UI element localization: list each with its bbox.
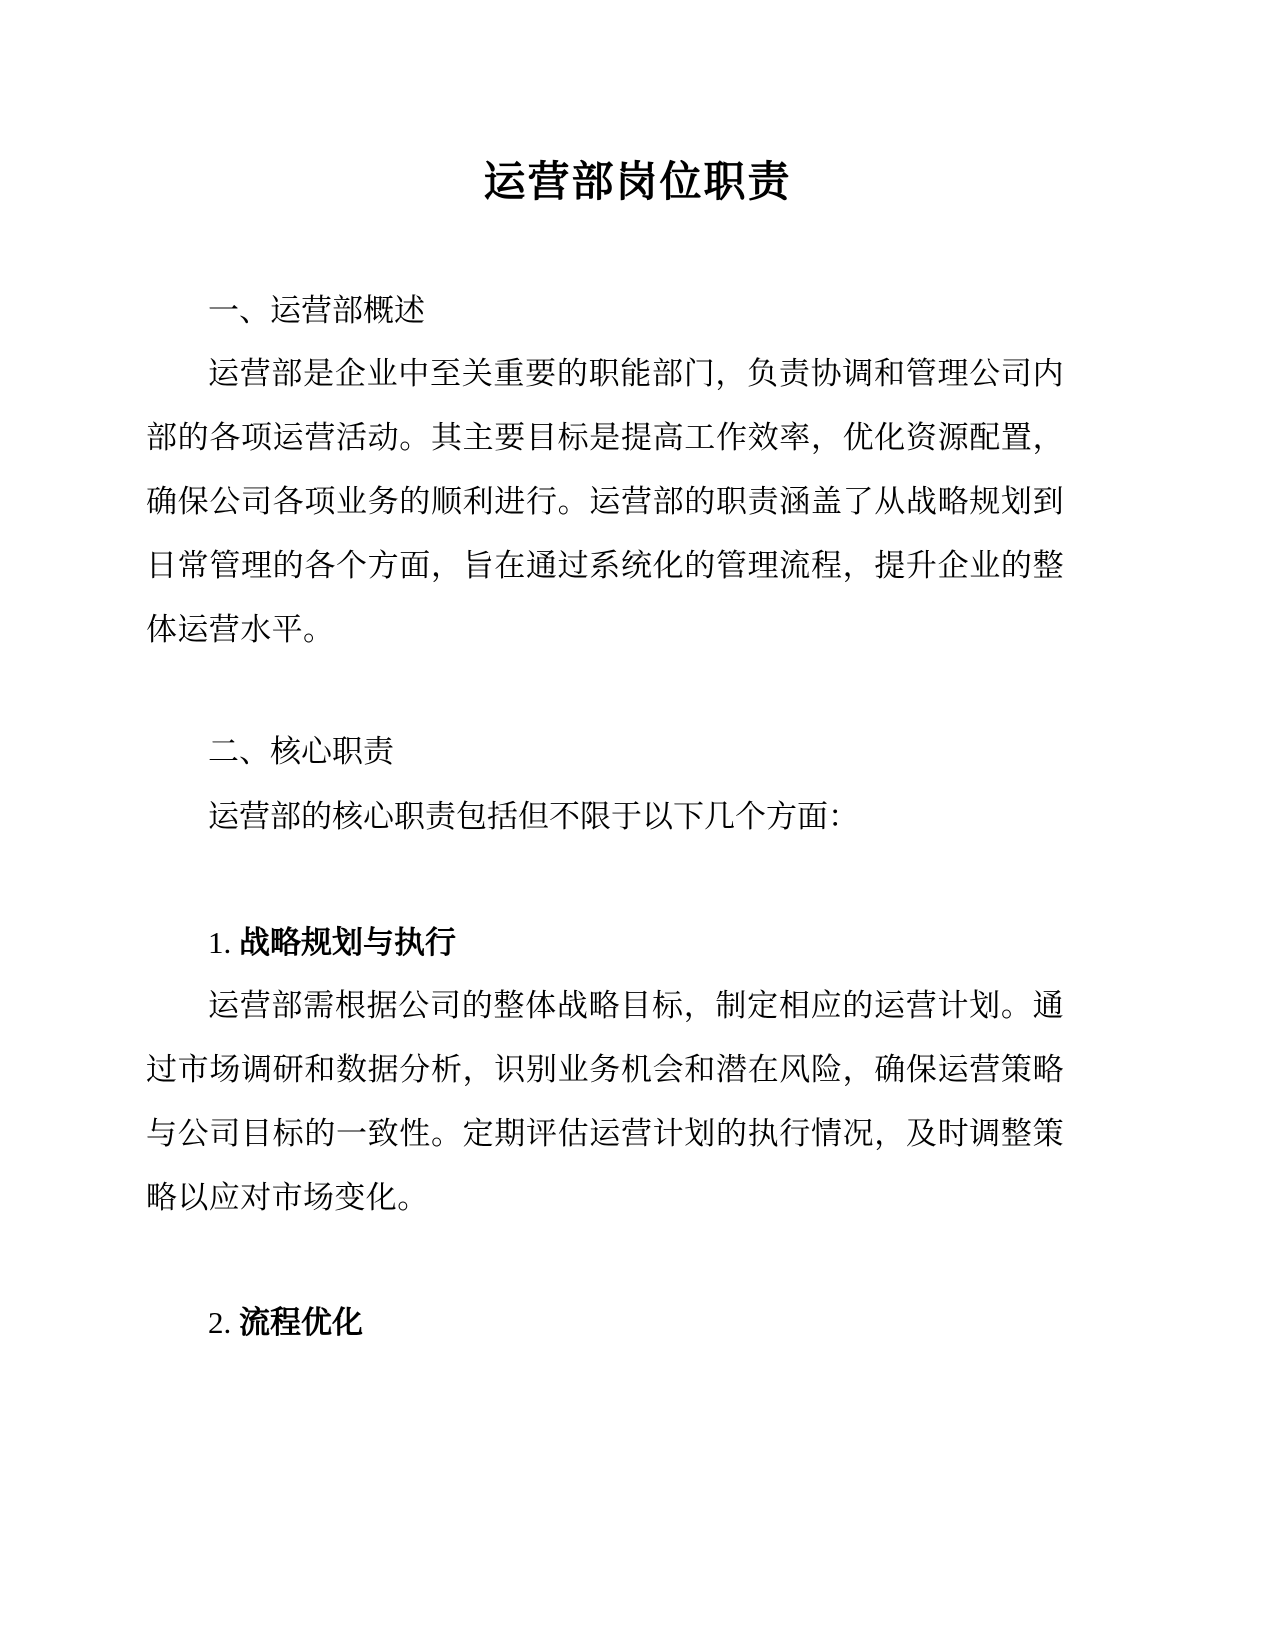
- section-heading-overview: 一、运营部概述: [208, 293, 425, 329]
- duty-heading-strategy: [208, 923, 456, 963]
- overview-paragraph: 运营部是企业中至关重要的职能部门，负责协调和管理公司内部的各项运营活动。其主要目标是提高工作效率，优化资源配置，确保公司各项业务的顺利进行。运营部的职责涵盖了从战略规划到日常管理的各个方面，旨在通过系统化的管理流程，提升企业的整体运营水平。: [146, 356, 1064, 648]
- duty-title: 流程优化: [239, 1305, 363, 1341]
- duty-heading-process: [208, 1303, 363, 1343]
- duty-number: 2.: [208, 1305, 239, 1340]
- document-title: 运营部岗位职责: [483, 157, 792, 206]
- core-duties-intro: 运营部的核心职责包括但不限于以下几个方面：: [208, 799, 859, 835]
- strategy-paragraph: 运营部需根据公司的整体战略目标，制定相应的运营计划。通过市场调研和数据分析，识别业务机会和潜在风险，确保运营策略与公司目标的一致性。定期评估运营计划的执行情况，及时调整策略以应对市场变化。: [146, 988, 1064, 1216]
- section-heading-core-duties: 二、核心职责: [208, 734, 394, 770]
- duty-title: 战略规划与执行: [239, 925, 456, 961]
- duty-number: 1.: [208, 925, 239, 960]
